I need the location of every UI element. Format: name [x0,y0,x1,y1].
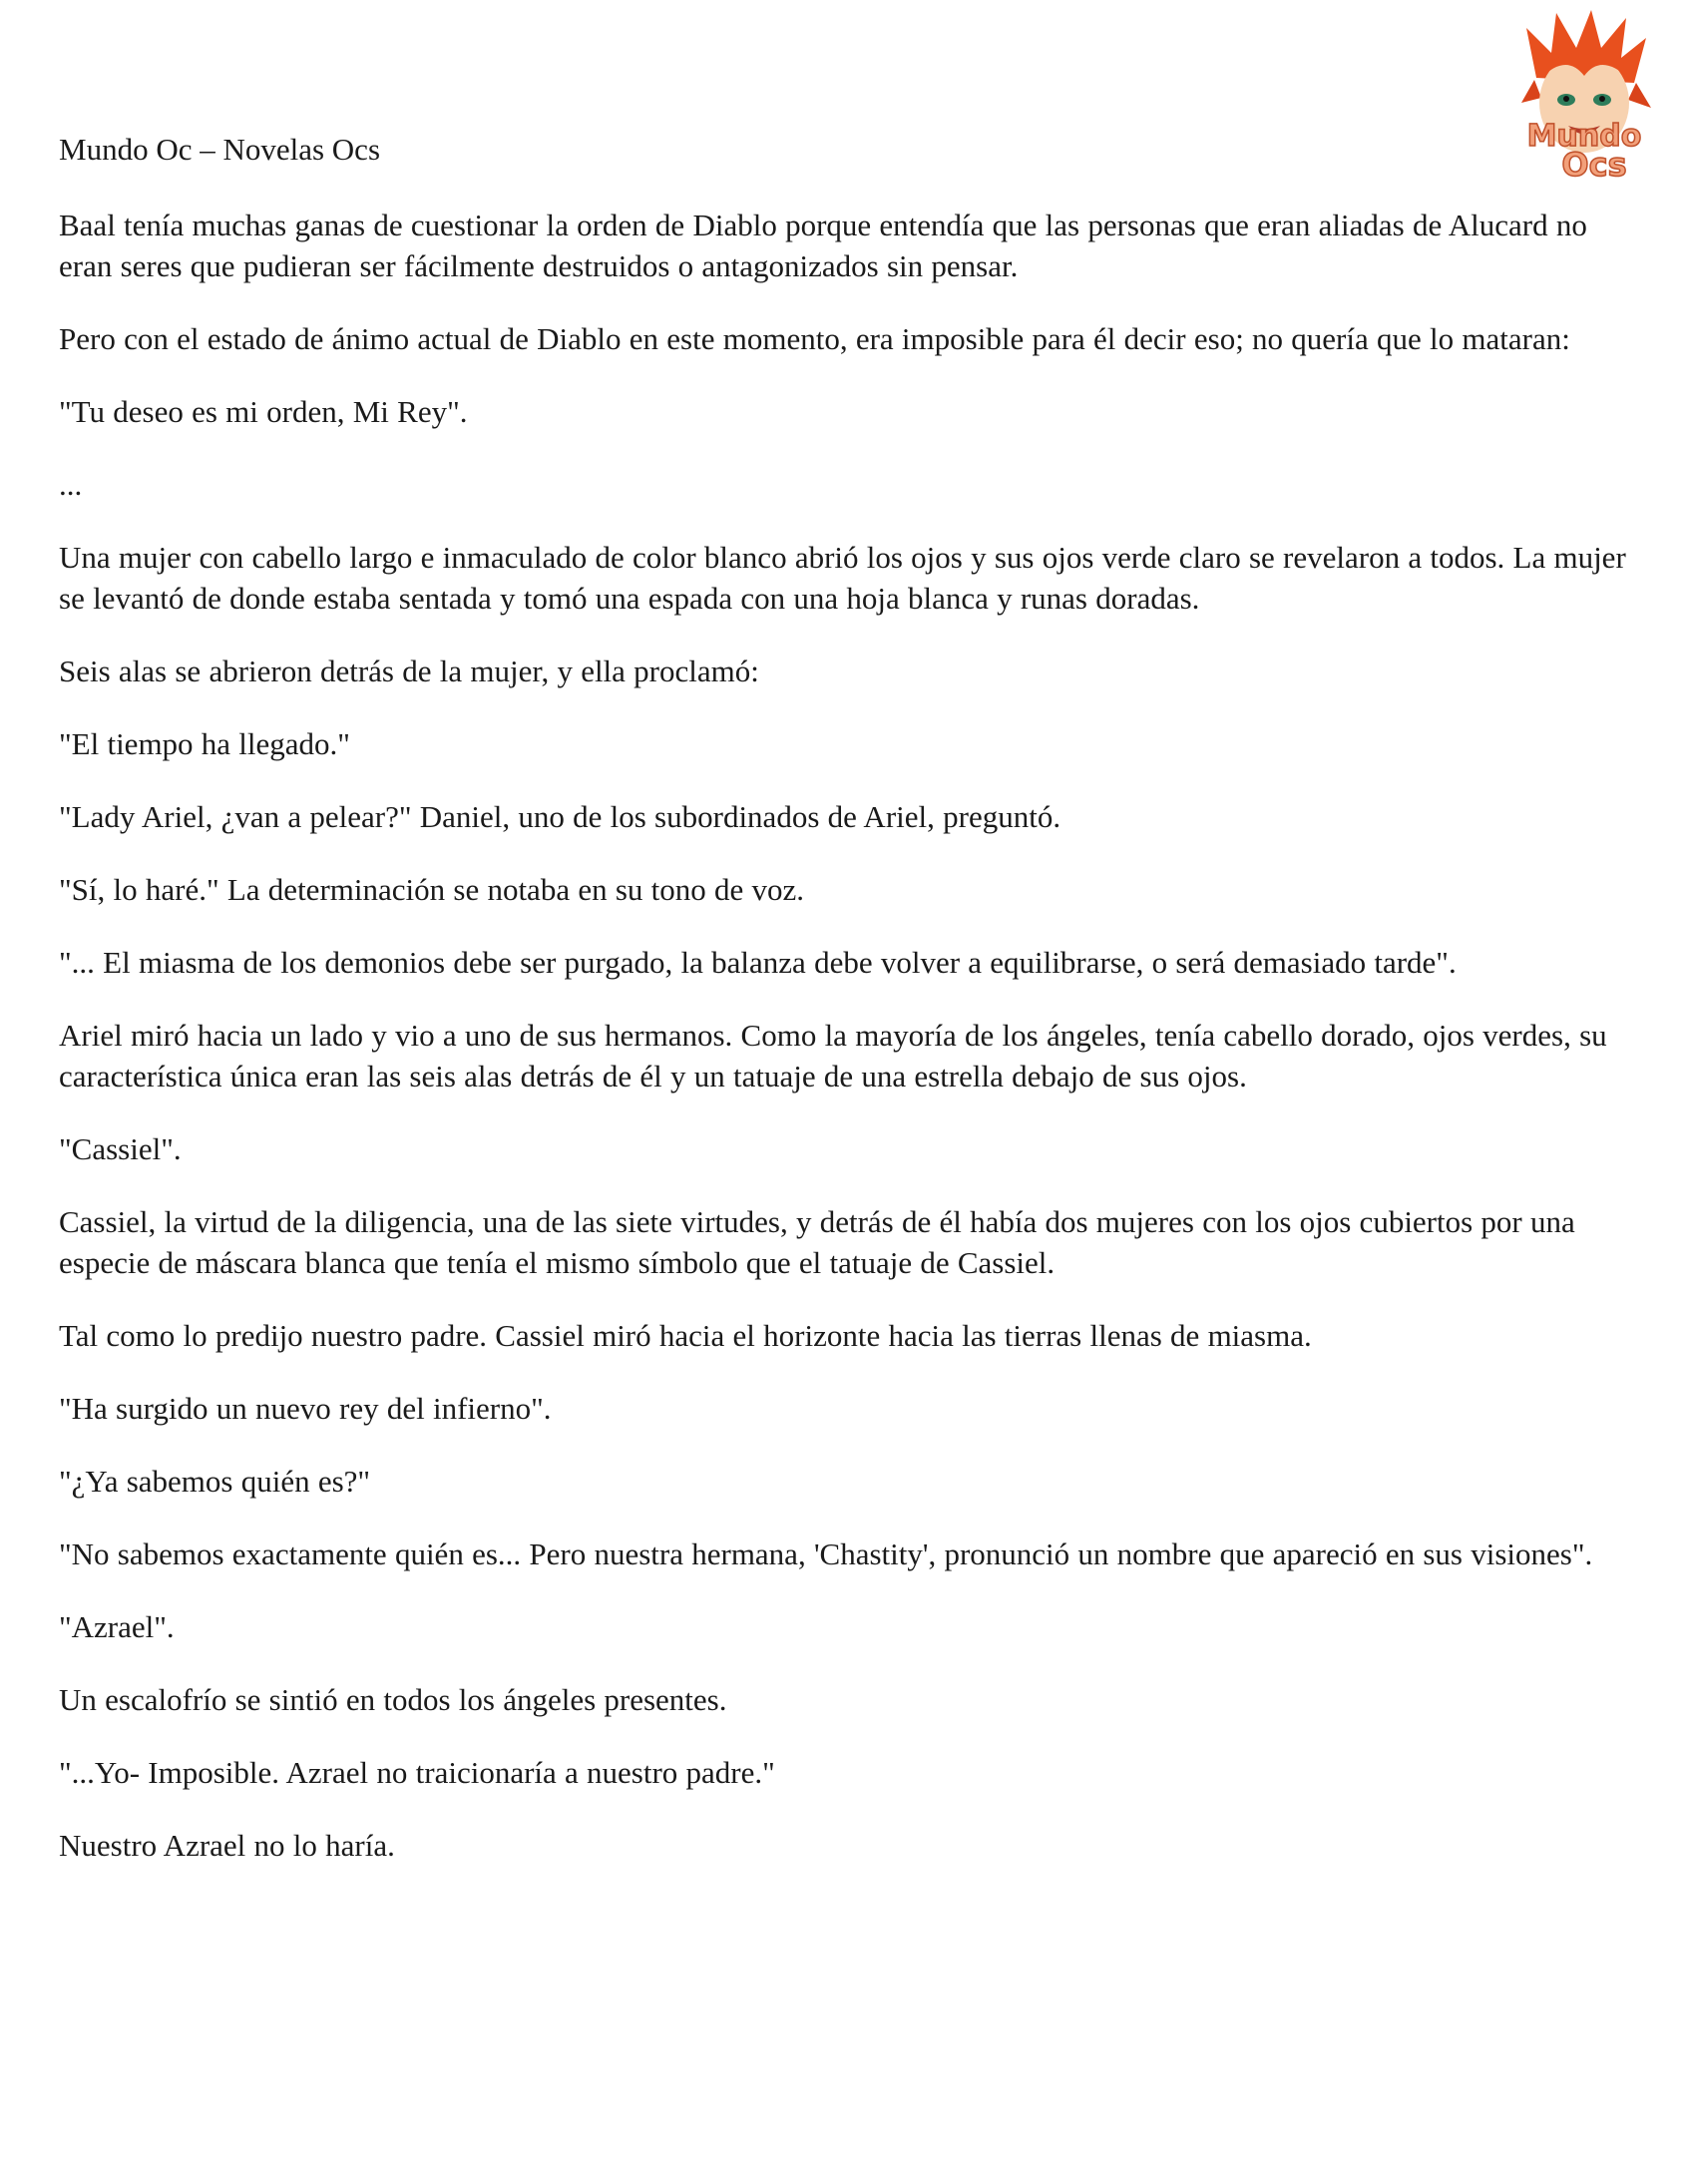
paragraph: Cassiel, la virtud de la diligencia, una de las siete virtudes, y detrás de él había dos mujeres con los ojos cubiertos por una especie de máscara blanca que tenía el mismo símbolo que el tatuaje de Cassiel. [59,1204,1575,1280]
mundo-ocs-logo-icon [1496,8,1671,183]
paragraph: "Ha surgido un nuevo rey del infierno". [59,1391,552,1426]
paragraph: Baal tenía muchas ganas de cuestionar la orden de Diablo porque entendía que las personas que eran aliadas de Alucard no eran seres que pudieran ser fácilmente destruidos o antagonizados sin pensar. [59,208,1587,283]
paragraph: "Tu deseo es mi orden, Mi Rey". [59,394,468,429]
paragraph: "... El miasma de los demonios debe ser purgado, la balanza debe volver a equilibrarse, o será demasiado tarde". [59,945,1457,980]
paragraph: ... [59,467,83,502]
paragraph: Una mujer con cabello largo e inmaculado de color blanco abrió los ojos y sus ojos verde claro se revelaron a todos. La mujer se levantó de donde estaba sentada y tomó una espada con una hoja blanca y runas doradas. [59,540,1626,616]
document-body [59,205,1635,1898]
paragraph: "El tiempo ha llegado." [59,726,350,761]
paragraph: "Sí, lo haré." La determinación se notaba en su tono de voz. [59,872,805,907]
paragraph: "Lady Ariel, ¿van a pelear?" Daniel, uno de los subordinados de Ariel, preguntó. [59,799,1061,834]
svg-text:Ocs: Ocs [1561,146,1627,183]
paragraph: Un escalofrío se sintió en todos los ángeles presentes. [59,1682,727,1717]
paragraph: Nuestro Azrael no lo haría. [59,1828,395,1863]
paragraph: Ariel miró hacia un lado y vio a uno de sus hermanos. Como la mayoría de los ángeles, tenía cabello dorado, ojos verdes, su característica única eran las seis alas detrás de él y un tatuaje de una estrella debajo de sus ojos. [59,1018,1607,1093]
paragraph: Seis alas se abrieron detrás de la mujer, y ella proclamó: [59,654,759,688]
paragraph: "Cassiel". [59,1131,182,1166]
paragraph: Tal como lo predijo nuestro padre. Cassiel miró hacia el horizonte hacia las tierras llenas de miasma. [59,1318,1312,1353]
paragraph: "No sabemos exactamente quién es... Pero nuestra hermana, 'Chastity', pronunció un nombre que apareció en sus visiones". [59,1536,1593,1571]
document-header-title: Mundo Oc – Novelas Ocs [59,132,381,167]
paragraph: Pero con el estado de ánimo actual de Diablo en este momento, era imposible para él decir eso; no quería que lo mataran: [59,321,1570,356]
paragraph: "¿Ya sabemos quién es?" [59,1464,371,1499]
paragraph: "...Yo- Imposible. Azrael no traicionaría a nuestro padre." [59,1755,775,1790]
svg-text:Mundo: Mundo [1526,119,1642,154]
paragraph: "Azrael". [59,1609,175,1644]
